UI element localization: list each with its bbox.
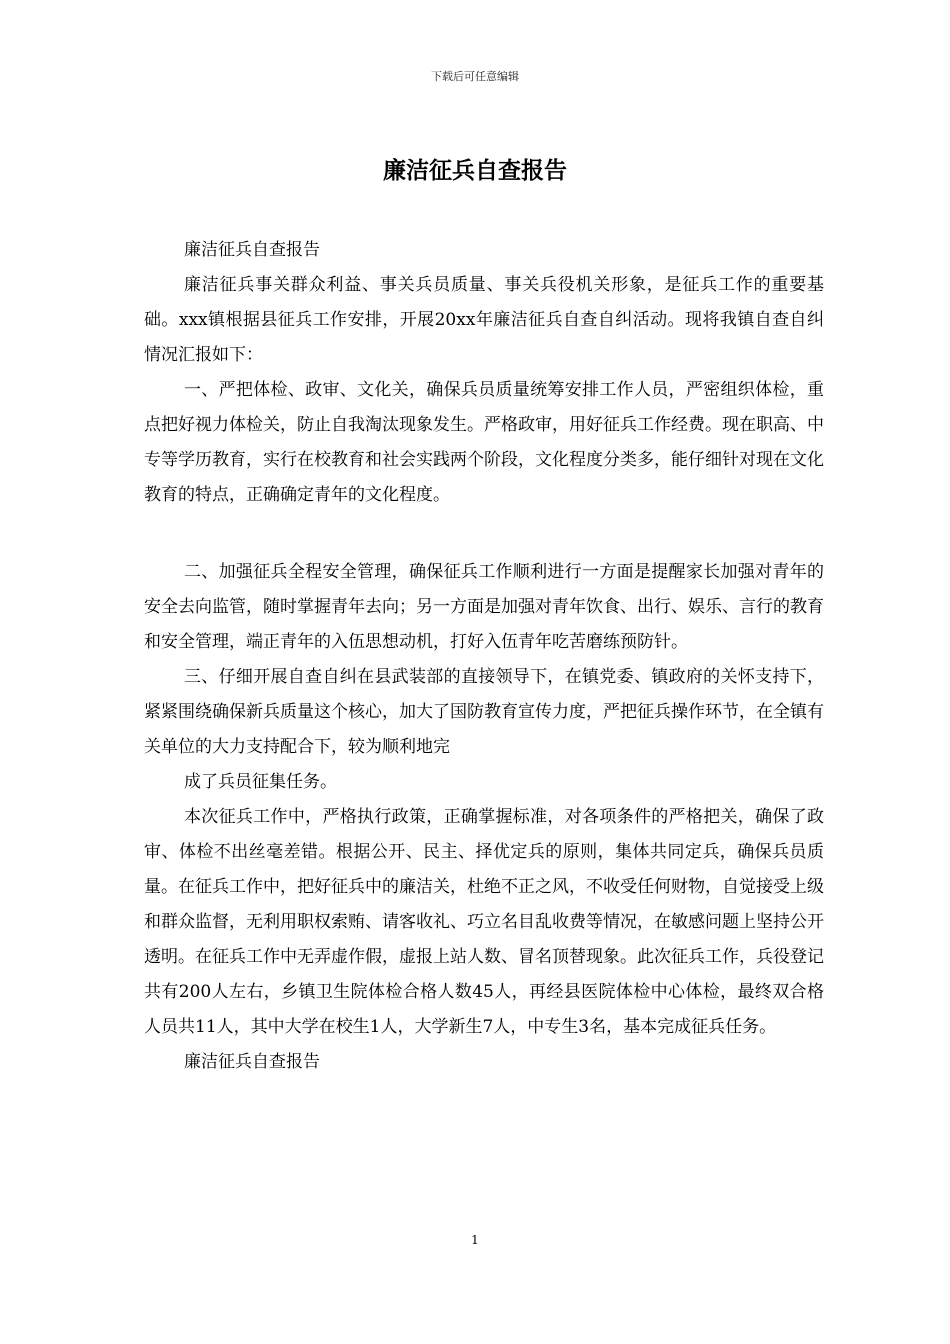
document-title: 廉洁征兵自查报告: [383, 157, 567, 184]
document-body: [144, 233, 824, 1080]
page-number: 1: [471, 1233, 479, 1247]
paragraph-subtitle: 廉洁征兵自查报告: [184, 240, 320, 260]
page-header: 下载后可任意编辑: [431, 70, 519, 83]
paragraph-section-one: 一、严把体检、政审、文化关，确保兵员质量统筹安排工作人员，严密组织体检，重点把好视力体检关，防止自我淘汰现象发生。严格政审，用好征兵工作经费。现在职高、中专等学历教育，实行在校教育和社会实践两个阶段，文化程度分类多，能仔细针对现在文化教育的特点，正确确定青年的文化程度。: [144, 380, 824, 505]
paragraph-closing-title: 廉洁征兵自查报告: [184, 1052, 320, 1072]
paragraph-section-two: 二、加强征兵全程安全管理，确保征兵工作顺利进行一方面是提醒家长加强对青年的安全去向监管，随时掌握青年去向；另一方面是加强对青年饮食、出行、娱乐、言行的教育和安全管理，端正青年的入伍思想动机，打好入伍青年吃苦磨练预防针。: [144, 562, 824, 652]
paragraph-summary: 本次征兵工作中，严格执行政策，正确掌握标准，对各项条件的严格把关，确保了政审、体检不出丝毫差错。根据公开、民主、择优定兵的原则，集体共同定兵，确保兵员质量。在征兵工作中，把好征兵中的廉洁关，杜绝不正之风，不收受任何财物，自觉接受上级和群众监督，无利用职权索贿、请客收礼、巧立名目乱收费等情况，在敏感问题上坚持公开透明。在征兵工作中无弄虚作假，虚报上站人数、冒名顶替现象。此次征兵工作，兵役登记共有200人左右，乡镇卫生院体检合格人数45人，再经县医院体检中心体检，最终双合格人员共11人，其中大学在校生1人，大学新生7人，中专生3名，基本完成征兵任务。: [144, 807, 824, 1037]
paragraph-section-three-cont: 成了兵员征集任务。: [184, 772, 337, 792]
paragraph-section-three: 三、仔细开展自查自纠在县武装部的直接领导下，在镇党委、镇政府的关怀支持下，紧紧围绕确保新兵质量这个核心，加大了国防教育宣传力度，严把征兵操作环节，在全镇有关单位的大力支持配合下，较为顺利地完: [144, 667, 824, 757]
paragraph-intro: 廉洁征兵事关群众利益、事关兵员质量、事关兵役机关形象，是征兵工作的重要基础。xxx镇根据县征兵工作安排，开展20xx年廉洁征兵自查自纠活动。现将我镇自查自纠情况汇报如下：: [144, 275, 824, 365]
